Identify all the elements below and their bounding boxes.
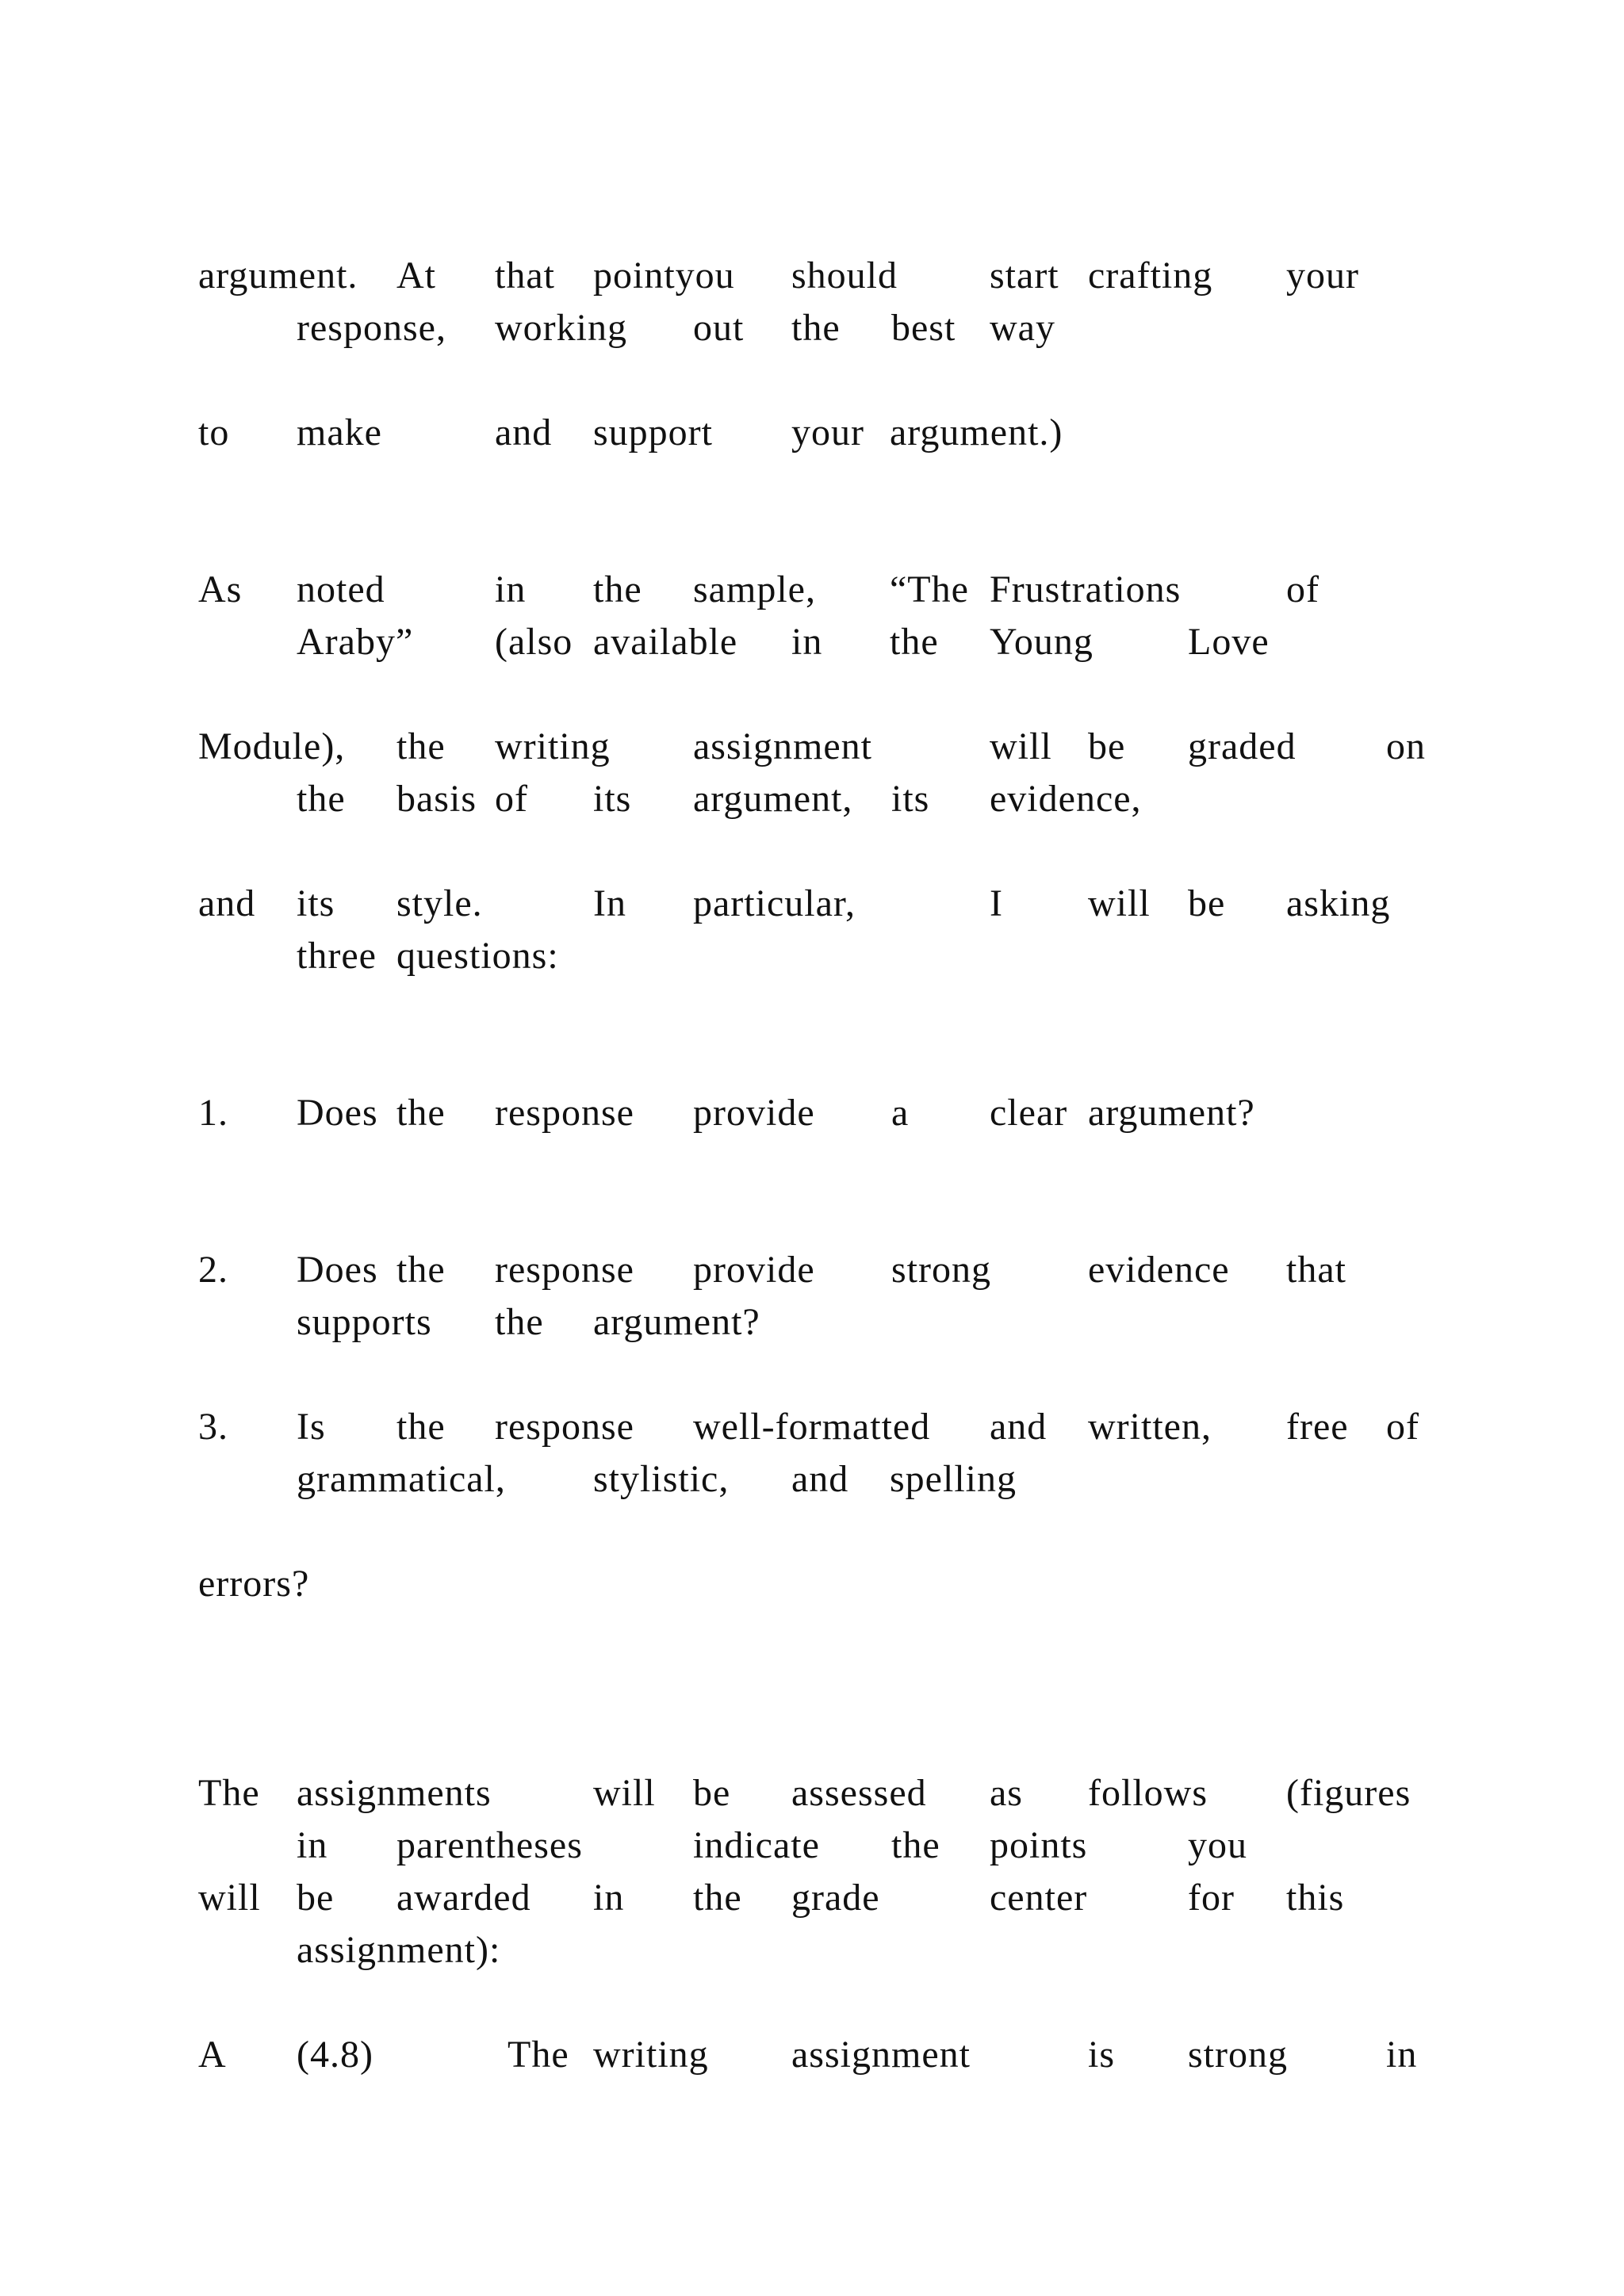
text-line	[0, 775, 1624, 823]
word: assignment):	[297, 1929, 501, 1971]
word: and	[495, 411, 553, 453]
word: and	[990, 1406, 1048, 1448]
word: in	[1386, 2034, 1418, 2076]
word: that	[1286, 1249, 1346, 1291]
word: parentheses	[396, 1824, 583, 1866]
word: response,	[297, 307, 446, 349]
word: this	[1286, 1877, 1345, 1919]
word: will	[1088, 882, 1151, 924]
text-line	[0, 880, 1624, 928]
list-number: 1.	[198, 1092, 228, 1134]
word: the	[890, 621, 939, 663]
word: points	[990, 1824, 1088, 1866]
word: The	[508, 2034, 569, 2076]
word: the	[891, 1824, 940, 1866]
word: and	[198, 882, 256, 924]
word: that	[495, 254, 555, 297]
word: support	[593, 411, 713, 453]
word: Module),	[198, 725, 346, 767]
word: argument?	[1088, 1092, 1255, 1134]
text-line	[0, 1927, 1624, 1974]
word: assignment	[791, 2034, 971, 2076]
word: the	[495, 1301, 544, 1343]
text-line	[0, 304, 1624, 352]
word: and	[791, 1458, 849, 1500]
word: for	[1188, 1877, 1235, 1919]
word: argument,	[693, 778, 853, 820]
word: (also	[495, 621, 573, 663]
word: response	[495, 1249, 634, 1291]
word: awarded	[396, 1877, 531, 1919]
word: the	[297, 778, 346, 820]
word: grammatical,	[297, 1458, 506, 1500]
word: the	[791, 307, 841, 349]
word: sample,	[693, 568, 816, 610]
grade-points: (4.8)	[297, 2034, 373, 2076]
list-number: 3.	[198, 1406, 228, 1448]
word: follows	[1088, 1772, 1208, 1814]
word: provide	[693, 1249, 815, 1291]
word: your	[1286, 254, 1359, 297]
word: will	[593, 1772, 656, 1814]
word: be	[693, 1772, 731, 1814]
word: a	[891, 1092, 910, 1134]
word: The	[198, 1772, 260, 1814]
word: be	[297, 1877, 335, 1919]
word: center	[990, 1877, 1088, 1919]
word: Young	[990, 621, 1094, 663]
word: asking	[1286, 882, 1391, 924]
word: will	[198, 1877, 261, 1919]
grade-letter: A	[198, 2034, 227, 2076]
word: At	[396, 254, 436, 297]
word: out	[693, 307, 745, 349]
list-item	[0, 1403, 1624, 1451]
list-item	[0, 1089, 1624, 1137]
word: response	[495, 1406, 634, 1448]
word: to	[198, 411, 230, 453]
word: is	[1088, 2034, 1116, 2076]
word: start	[990, 254, 1059, 297]
text-line	[0, 409, 1624, 457]
word: available	[593, 621, 738, 663]
word: Frustrations	[990, 568, 1182, 610]
word: evidence	[1088, 1249, 1230, 1291]
word: in	[495, 568, 527, 610]
word: Is	[297, 1406, 326, 1448]
text-line	[0, 566, 1624, 614]
word: graded	[1188, 725, 1297, 767]
word: “The	[890, 568, 969, 610]
word: errors?	[198, 1563, 310, 1605]
word: the	[593, 568, 642, 610]
word: stylistic,	[593, 1458, 730, 1500]
word: its	[297, 882, 335, 924]
word: the	[396, 1249, 446, 1291]
word: basis	[396, 778, 477, 820]
word: make	[297, 411, 382, 453]
word: clear	[990, 1092, 1068, 1134]
word: will	[990, 725, 1052, 767]
word: crafting	[1088, 254, 1213, 297]
list-item	[0, 1246, 1624, 1294]
word: supports	[297, 1301, 432, 1343]
word: assignments	[297, 1772, 492, 1814]
word: argument?	[593, 1301, 760, 1343]
word: in	[297, 1824, 328, 1866]
word: in	[593, 1877, 625, 1919]
word: argument.)	[890, 411, 1063, 453]
text-line	[0, 1560, 1624, 1608]
text-line	[0, 1874, 1624, 1922]
text-line	[0, 252, 1624, 300]
word: evidence,	[990, 778, 1142, 820]
word: way	[990, 307, 1055, 349]
word: pointyou	[593, 254, 735, 297]
word: of	[1286, 568, 1320, 610]
word: indicate	[693, 1824, 820, 1866]
word: you	[1188, 1824, 1247, 1866]
word: best	[891, 307, 956, 349]
text-line	[0, 1299, 1624, 1346]
word: (figures	[1286, 1772, 1411, 1814]
word: free	[1286, 1406, 1349, 1448]
word: assessed	[791, 1772, 927, 1814]
word: be	[1188, 882, 1226, 924]
word: your	[791, 411, 864, 453]
word: argument.	[198, 254, 358, 297]
text-line	[0, 1770, 1624, 1817]
list-number: 2.	[198, 1249, 228, 1291]
word: particular,	[693, 882, 856, 924]
word: provide	[693, 1092, 815, 1134]
word: grade	[791, 1877, 880, 1919]
word: written,	[1088, 1406, 1212, 1448]
word: noted	[297, 568, 385, 610]
word: strong	[891, 1249, 991, 1291]
word: the	[396, 1092, 446, 1134]
word: should	[791, 254, 898, 297]
word: be	[1088, 725, 1126, 767]
text-line	[0, 932, 1624, 980]
word: its	[891, 778, 930, 820]
word: I	[990, 882, 1003, 924]
word: questions:	[396, 935, 559, 977]
text-line	[0, 1456, 1624, 1503]
text-line	[0, 618, 1624, 666]
word: Does	[297, 1249, 378, 1291]
word: Does	[297, 1092, 378, 1134]
word: In	[593, 882, 626, 924]
word: as	[990, 1772, 1023, 1814]
word: working	[495, 307, 627, 349]
text-line	[0, 2031, 1624, 2079]
word: well-formatted	[693, 1406, 931, 1448]
word: on	[1386, 725, 1426, 767]
word: assignment	[693, 725, 872, 767]
word: style.	[396, 882, 483, 924]
word: the	[396, 1406, 446, 1448]
word: writing	[593, 2034, 709, 2076]
word: in	[791, 621, 823, 663]
word: the	[396, 725, 446, 767]
word: of	[1386, 1406, 1419, 1448]
word: the	[693, 1877, 742, 1919]
word: As	[198, 568, 243, 610]
word: of	[495, 778, 528, 820]
word: response	[495, 1092, 634, 1134]
text-line	[0, 723, 1624, 771]
word: three	[297, 935, 377, 977]
word: Araby”	[297, 621, 414, 663]
word: strong	[1188, 2034, 1288, 2076]
text-line	[0, 1822, 1624, 1869]
word: Love	[1188, 621, 1270, 663]
word: spelling	[890, 1458, 1017, 1500]
word: its	[593, 778, 632, 820]
word: writing	[495, 725, 611, 767]
